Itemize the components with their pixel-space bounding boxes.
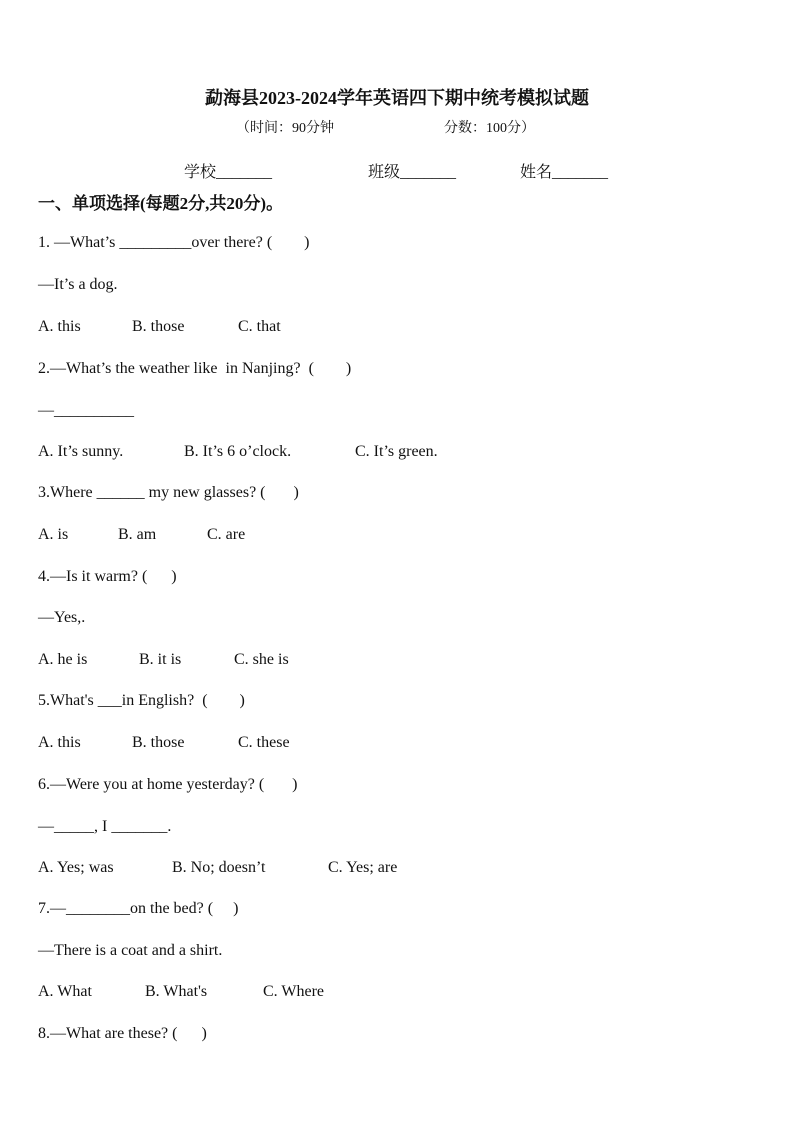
question-7-line-2: —There is a coat and a shirt. (38, 942, 223, 959)
question-4-line-2: —Yes,. (38, 609, 86, 626)
school-field: 学校_______ (184, 164, 273, 181)
question-1-line-2: —It’s a dog. (38, 276, 118, 293)
question-3-option-a: A. is (38, 526, 69, 543)
question-4-line-1: 4.—Is it warm? ( ) (38, 568, 177, 585)
question-6-line-1: 6.—Were you at home yesterday? ( ) (38, 776, 298, 793)
question-1-option-a: A. this (38, 318, 81, 335)
question-1-line-1: 1. —What’s _________over there? ( ) (38, 234, 310, 251)
question-7-option-c: C. Where (263, 983, 325, 1000)
question-5-option-b: B. those (132, 734, 185, 751)
question-4-option-a: A. he is (38, 651, 88, 668)
name-field: 姓名_______ (520, 164, 609, 181)
section-heading: 一、单项选择(每题2分,共20分)。 (38, 194, 284, 213)
question-2-option-c: C. It’s green. (355, 443, 438, 460)
question-6-option-c: C. Yes; are (328, 859, 398, 876)
question-8-line-1: 8.—What are these? ( ) (38, 1025, 207, 1042)
exam-time: （时间：90分钟 (236, 121, 334, 136)
exam-score: 分数：100分） (444, 121, 535, 136)
question-7-line-1: 7.—________on the bed? ( ) (38, 900, 239, 917)
question-5-option-c: C. these (238, 734, 290, 751)
question-3-option-c: C. are (207, 526, 246, 543)
question-4-option-c: C. she is (234, 651, 289, 668)
question-3-option-b: B. am (118, 526, 157, 543)
question-7-option-b: B. What's (145, 983, 208, 1000)
class-field: 班级_______ (368, 164, 457, 181)
question-5-line-1: 5.What's ___in English? ( ) (38, 692, 245, 709)
question-5-option-a: A. this (38, 734, 81, 751)
question-2-line-2: —__________ (38, 402, 134, 419)
question-2-option-b: B. It’s 6 o’clock. (184, 443, 292, 460)
question-6-option-a: A. Yes; was (38, 859, 114, 876)
question-6-option-b: B. No; doesn’t (172, 859, 266, 876)
question-6-line-2: —_____, I _______. (38, 818, 172, 835)
question-1-option-b: B. those (132, 318, 185, 335)
question-2-option-a: A. It’s sunny. (38, 443, 124, 460)
question-4-option-b: B. it is (139, 651, 182, 668)
question-3-line-1: 3.Where ______ my new glasses? ( ) (38, 484, 299, 501)
question-1-option-c: C. that (238, 318, 281, 335)
exam-title: 勐海县2023-2024学年英语四下期中统考模拟试题 (205, 88, 589, 108)
question-2-line-1: 2.—What’s the weather like in Nanjing? ( ) (38, 360, 352, 377)
question-7-option-a: A. What (38, 983, 92, 1000)
